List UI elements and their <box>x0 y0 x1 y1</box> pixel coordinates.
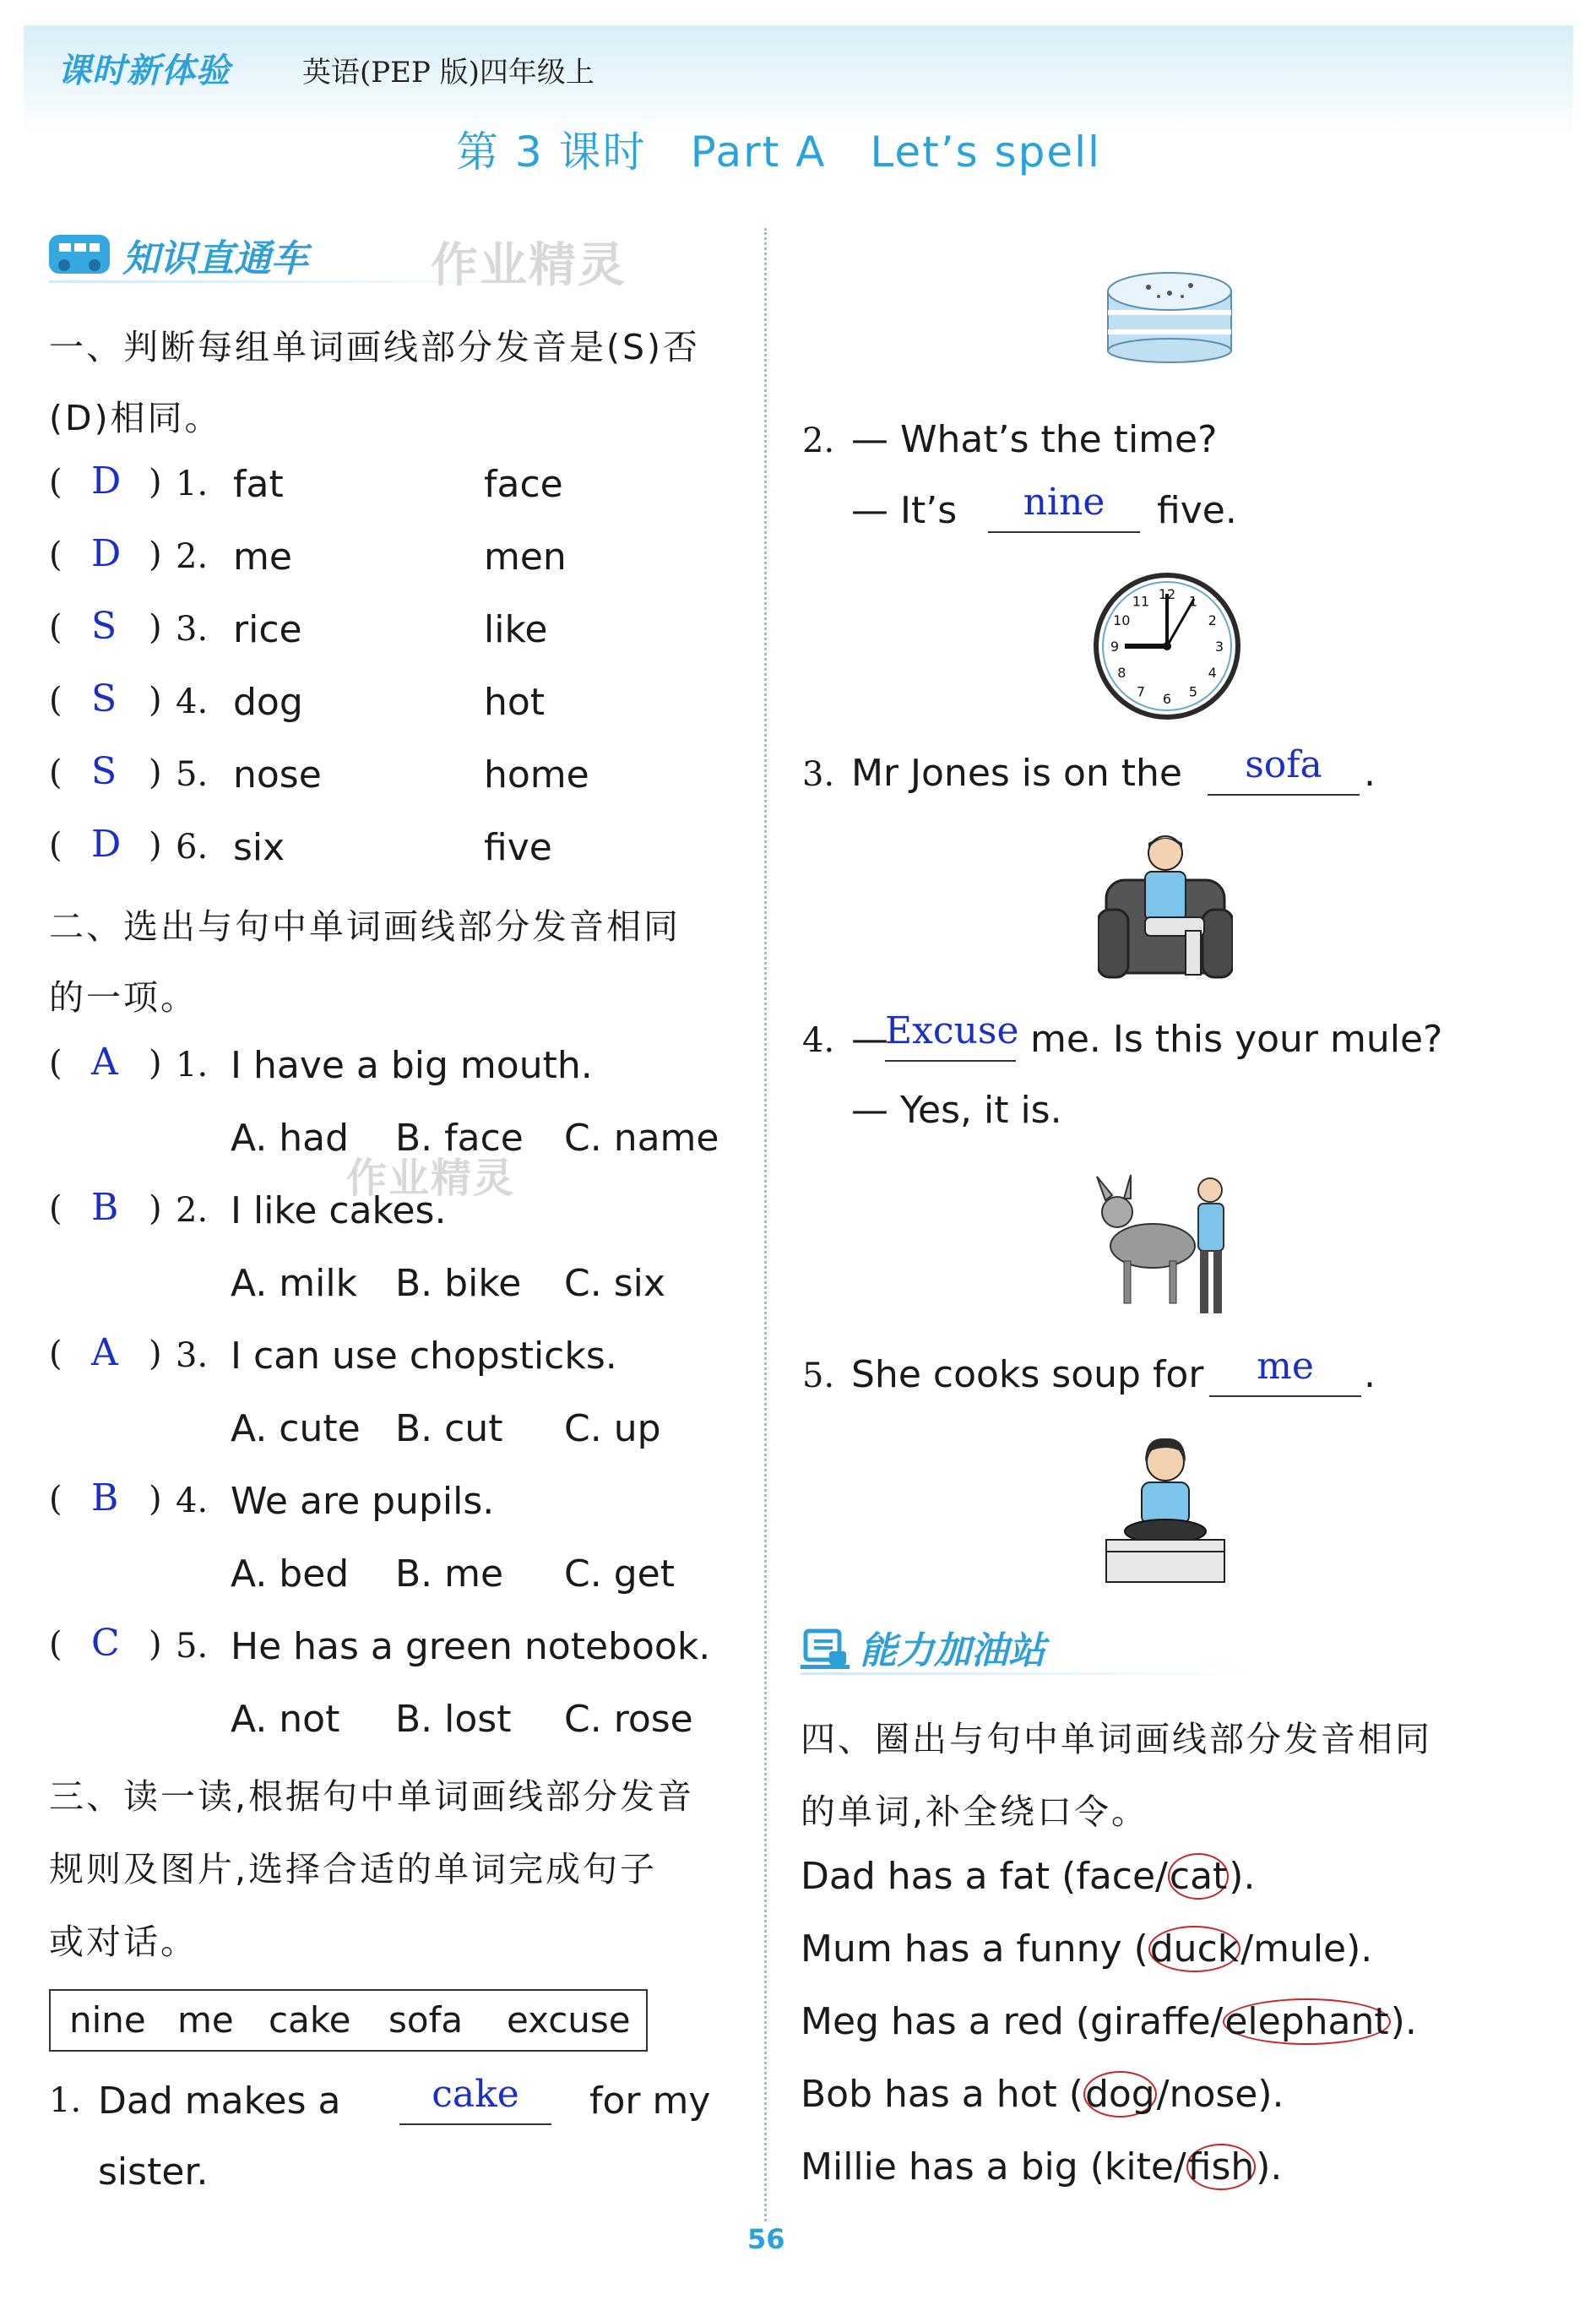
open-paren: ( <box>49 1189 62 1228</box>
answer-text: S <box>91 605 117 648</box>
answer-blank[interactable] <box>988 481 1140 533</box>
item-number: 1. <box>49 2081 82 2120</box>
choice-item <box>49 1331 741 1480</box>
fill-question-5 <box>802 1345 1562 1412</box>
line-suffix: ). <box>1257 2073 1284 2116</box>
option-c: C. up <box>564 1407 661 1450</box>
word-two: five <box>484 826 552 869</box>
word-bank <box>49 1989 648 2052</box>
clock-picture <box>1091 570 1243 726</box>
open-paren: ( <box>49 1480 62 1519</box>
item-number: 2. <box>802 421 835 460</box>
watermark: 作业精灵 <box>346 1155 516 1202</box>
circled-option[interactable]: fish <box>1187 2145 1255 2188</box>
line-suffix: ). <box>1346 1927 1373 1971</box>
part2-instruction: 二、选出与句中单词画线部分发音相同 <box>49 906 681 947</box>
open-paren: ( <box>49 463 62 502</box>
item-number: 3. <box>802 755 835 794</box>
judge-row <box>49 750 725 804</box>
word-bank-item: me <box>177 1999 234 2041</box>
item-number: 6. <box>176 828 209 867</box>
word-bank-item: cake <box>269 1999 351 2041</box>
clock-numeral: 6 <box>1162 691 1172 707</box>
tongue-twister-line <box>801 2145 1282 2188</box>
slash: / <box>1240 1927 1254 1971</box>
item-number: 2. <box>176 537 209 576</box>
question-text: me. Is this your mule? <box>1030 1018 1443 1061</box>
part1-instruction: 一、判断每组单词画线部分发音是(S)否 <box>49 327 701 367</box>
answer-text: B <box>91 1476 119 1520</box>
option-a: A. bed <box>231 1552 350 1596</box>
clock-numeral: 5 <box>1188 683 1198 700</box>
tongue-twister-line <box>801 2000 1417 2043</box>
answer-text: D <box>91 459 122 503</box>
sentence: I have a big mouth. <box>231 1044 593 1087</box>
option-word: nose <box>1169 2073 1258 2116</box>
question-text: five. <box>1157 489 1237 532</box>
part4-instruction-2: 的单词,补全绕口令。 <box>801 1791 1149 1832</box>
open-paren: ( <box>49 1335 62 1373</box>
item-number: 5. <box>176 1627 209 1666</box>
close-paren: ) <box>149 1335 162 1373</box>
fill-question-2 <box>802 418 1562 545</box>
sentence: He has a green notebook. <box>231 1625 711 1668</box>
word-two: men <box>484 536 567 579</box>
book-icon <box>801 1626 851 1675</box>
answer-blank[interactable] <box>1209 1345 1361 1397</box>
answer-blank[interactable] <box>399 2073 551 2125</box>
word-two: home <box>484 753 589 796</box>
open-paren: ( <box>49 1044 62 1083</box>
answer-blank[interactable] <box>1208 743 1360 796</box>
question-text: . <box>1364 752 1376 795</box>
word-bank-item: sofa <box>388 1999 464 2041</box>
item-number: 1. <box>176 465 209 503</box>
part4-instruction: 四、圈出与句中单词画线部分发音相同 <box>801 1719 1432 1759</box>
clock-numeral: 2 <box>1208 612 1217 628</box>
clock-numeral: 9 <box>1110 639 1120 655</box>
slash: / <box>1173 2145 1186 2188</box>
question-text: sister. <box>98 2150 209 2194</box>
option-word: mule <box>1253 1927 1347 1971</box>
clock-numeral: 12 <box>1158 586 1176 602</box>
open-paren: ( <box>49 608 62 647</box>
question-text: Dad makes a <box>98 2080 341 2123</box>
brand-logo: 课时新体验 <box>57 52 231 90</box>
option-c: C. name <box>564 1117 719 1160</box>
tongue-twister-line <box>801 1855 1255 1898</box>
word-one: dog <box>233 681 303 724</box>
judge-row <box>49 532 725 586</box>
option-a: A. had <box>231 1117 350 1160</box>
watermark: 作业精灵 <box>431 238 627 293</box>
close-paren: ) <box>149 1044 162 1083</box>
item-number: 3. <box>176 610 209 649</box>
item-number: 4. <box>802 1021 835 1060</box>
question-text: — What’s the time? <box>851 418 1218 461</box>
circled-option[interactable]: cat <box>1169 1855 1228 1898</box>
close-paren: ) <box>149 1480 162 1519</box>
question-text: Mr Jones is on the <box>851 752 1182 795</box>
lesson-title: 第 3 课时 Part A Let’s spell <box>456 128 1101 177</box>
close-paren: ) <box>149 536 162 574</box>
item-number: 3. <box>176 1336 209 1375</box>
word-bank-item: excuse <box>507 1999 631 2041</box>
part2-instruction-2: 的一项。 <box>49 977 198 1018</box>
line-prefix: Dad has a fat ( <box>801 1855 1077 1898</box>
close-paren: ) <box>149 753 162 792</box>
mule-and-man-picture <box>1094 1170 1246 1325</box>
sentence: I like cakes. <box>231 1189 447 1232</box>
judge-row <box>49 605 725 659</box>
sentence: I can use chopsticks. <box>231 1335 617 1378</box>
clock-numeral: 7 <box>1136 683 1146 700</box>
judge-row <box>49 459 725 514</box>
answer-text: S <box>91 750 117 793</box>
part1-instruction-2: (D)相同。 <box>49 398 222 438</box>
slash: / <box>1210 2000 1224 2043</box>
answer-text: sofa <box>1245 743 1322 786</box>
answer-text: Excuse <box>885 1009 1019 1052</box>
part3-instruction: 三、读一读,根据句中单词画线部分发音 <box>49 1776 695 1817</box>
clock-numeral: 8 <box>1117 665 1126 681</box>
answer-text: nine <box>1023 481 1105 524</box>
option-c: C. six <box>564 1262 665 1305</box>
sentence: We are pupils. <box>231 1480 495 1523</box>
answer-blank[interactable] <box>885 1009 1019 1062</box>
close-paren: ) <box>149 1625 162 1664</box>
choice-item <box>49 1476 741 1625</box>
woman-cooking-picture <box>1098 1432 1233 1596</box>
clock-numeral: 10 <box>1113 612 1131 628</box>
option-b: B. me <box>395 1552 504 1596</box>
word-two: hot <box>484 681 546 724</box>
option-word: giraffe <box>1089 2000 1211 2043</box>
word-bank-item: nine <box>69 1999 146 2041</box>
option-c: C. get <box>564 1552 675 1596</box>
part3-instruction-3: 或对话。 <box>49 1922 198 1962</box>
close-paren: ) <box>149 463 162 502</box>
fill-question-1 <box>49 2073 741 2232</box>
clock-numeral: 3 <box>1214 639 1224 655</box>
line-suffix: ). <box>1256 2145 1283 2188</box>
subject-label: 英语(PEP 版)四年级上 <box>302 56 594 90</box>
answer-text: D <box>91 532 122 575</box>
open-paren: ( <box>49 1625 62 1664</box>
section-title-ability: 能力加油站 <box>860 1629 1045 1672</box>
open-paren: ( <box>49 681 62 720</box>
clock-numeral: 1 <box>1188 593 1198 610</box>
option-a: A. cute <box>231 1407 361 1450</box>
circled-option[interactable]: duck <box>1149 1927 1240 1971</box>
answer-text: D <box>91 823 122 866</box>
line-suffix: ). <box>1229 1855 1256 1898</box>
line-prefix: Meg has a red ( <box>801 2000 1090 2043</box>
answer-text: B <box>91 1186 119 1229</box>
cake-picture <box>1098 258 1241 371</box>
option-b: B. cut <box>395 1407 503 1450</box>
page-number: 56 <box>747 2223 785 2255</box>
word-two: face <box>484 463 563 506</box>
section-underline <box>801 1672 1273 1675</box>
open-paren: ( <box>49 826 62 865</box>
column-divider <box>764 228 767 2221</box>
question-text: — It’s <box>851 489 958 532</box>
line-prefix: Bob has a hot ( <box>801 2073 1083 2116</box>
option-a: A. milk <box>231 1262 358 1305</box>
option-word: face <box>1076 1855 1156 1898</box>
word-one: nose <box>233 753 322 796</box>
answer-text: A <box>91 1041 118 1084</box>
word-one: fat <box>233 463 284 506</box>
circled-option[interactable]: dog <box>1084 2073 1155 2116</box>
clock-numeral: 11 <box>1132 593 1150 610</box>
option-b: B. face <box>395 1117 524 1160</box>
part3-instruction-2: 规则及图片,选择合适的单词完成句子 <box>49 1849 658 1889</box>
choice-item <box>49 1622 741 1770</box>
judge-row <box>49 677 725 731</box>
answer-text: A <box>91 1331 118 1374</box>
word-one: six <box>233 826 285 869</box>
item-number: 4. <box>176 1481 209 1520</box>
slash: / <box>1155 1855 1168 1898</box>
tongue-twister-line <box>801 2073 1284 2116</box>
option-word: kite <box>1104 2145 1174 2188</box>
question-text: She cooks soup for <box>851 1353 1204 1396</box>
item-number: 1. <box>176 1046 209 1085</box>
line-prefix: Mum has a funny ( <box>801 1927 1148 1971</box>
word-two: like <box>484 608 548 651</box>
line-prefix: Millie has a big ( <box>801 2145 1105 2188</box>
item-number: 5. <box>176 755 209 794</box>
close-paren: ) <box>149 681 162 720</box>
question-text: — Yes, it is. <box>851 1089 1062 1132</box>
option-b: B. lost <box>395 1698 512 1741</box>
option-a: A. not <box>231 1698 340 1741</box>
question-text: — <box>851 1018 888 1061</box>
question-text: . <box>1364 1353 1376 1396</box>
question-text: for my <box>589 2080 711 2123</box>
item-number: 4. <box>176 682 209 721</box>
answer-text: C <box>91 1622 120 1665</box>
answer-text: S <box>91 677 117 720</box>
open-paren: ( <box>49 753 62 792</box>
judge-row <box>49 823 725 877</box>
word-one: rice <box>233 608 302 651</box>
man-on-sofa-picture <box>1098 829 1233 993</box>
fill-question-4 <box>802 1009 1562 1144</box>
close-paren: ) <box>149 608 162 647</box>
fill-question-3 <box>802 743 1562 811</box>
section-title-knowledge: 知识直通车 <box>122 237 308 280</box>
circled-option[interactable]: elephant <box>1224 2000 1389 2043</box>
clock-numeral: 4 <box>1208 665 1217 681</box>
close-paren: ) <box>149 826 162 865</box>
line-suffix: ). <box>1390 2000 1417 2043</box>
bus-icon <box>49 235 110 274</box>
word-one: me <box>233 536 292 579</box>
answer-text: me <box>1257 1345 1314 1388</box>
option-b: B. bike <box>395 1262 522 1305</box>
item-number: 2. <box>176 1191 209 1230</box>
option-c: C. rose <box>564 1698 693 1741</box>
slash: / <box>1156 2073 1170 2116</box>
close-paren: ) <box>149 1189 162 1228</box>
item-number: 5. <box>802 1356 835 1395</box>
answer-text: cake <box>432 2073 519 2116</box>
tongue-twister-line <box>801 1927 1372 1971</box>
choice-item <box>49 1186 741 1335</box>
open-paren: ( <box>49 536 62 574</box>
